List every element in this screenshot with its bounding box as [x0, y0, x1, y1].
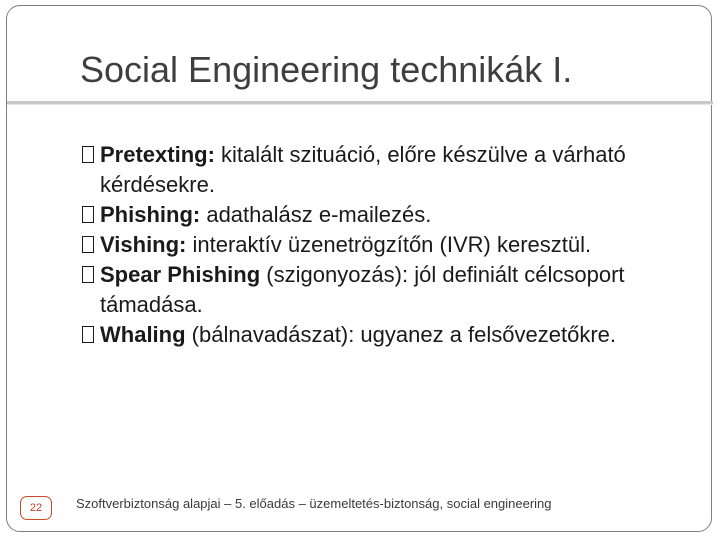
bullet-term: Vishing: [100, 232, 187, 257]
bullet-term: Whaling [100, 322, 186, 347]
bullet-term: Pretexting: [100, 142, 215, 167]
square-bullet-icon [82, 206, 94, 223]
bullet-term: Spear Phishing [100, 262, 261, 287]
slide-footer: Szoftverbiztonság alapjai – 5. előadás – üzemeltetés-biztonság, social engineering [76, 496, 552, 511]
square-bullet-icon [82, 236, 94, 253]
square-bullet-icon [82, 146, 94, 163]
title-divider [7, 101, 713, 105]
bullet-item-spear-phishing [82, 260, 702, 320]
slide-title: Social Engineering technikák I. [80, 49, 573, 90]
bullet-text: (szigonyozás): jól definiált célcsoport támadása. [100, 262, 625, 317]
bullet-item-pretexting [82, 140, 702, 200]
bullet-item-whaling [82, 320, 702, 350]
square-bullet-icon [82, 266, 94, 283]
bullet-item-phishing [82, 200, 702, 230]
bullet-item-vishing [82, 230, 702, 260]
bullet-term: Phishing: [100, 202, 201, 227]
bullet-text: kitalált szituáció, előre készülve a várható kérdésekre. [100, 142, 626, 197]
bullet-text: adathalász e-mailezés. [200, 202, 432, 227]
slide-number: 22 [20, 496, 52, 520]
bullet-text: (bálnavadászat): ugyanez a felsővezetőkre. [185, 322, 617, 347]
bullet-list [82, 140, 702, 350]
bullet-text: interaktív üzenetrögzítőn (IVR) keresztül. [186, 232, 592, 257]
square-bullet-icon [82, 326, 94, 343]
